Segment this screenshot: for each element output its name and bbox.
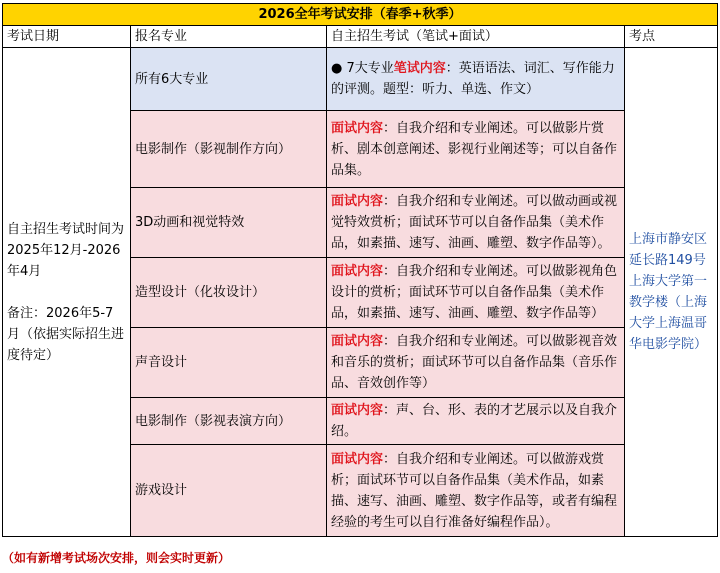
date-note: 备注：2026年5-7月（依据实际招生进度待定） <box>7 305 125 363</box>
content-text: ：英语语法、词汇、写作能力的评测。题型：听力、单选、作文） <box>331 61 615 97</box>
header-exam: 自主招生考试（笔试+面试） <box>327 26 625 48</box>
major-cell: 电影制作（影视制作方向） <box>131 111 327 188</box>
content-text: ：自我介绍和专业阐述。可以做动画或视觉特效赏析；面试环节可以自备作品集（美术作品，如素描、速写、油画、雕塑、数字作品等）。 <box>331 194 618 251</box>
content-prefix: ● 7大专业 <box>331 61 394 76</box>
date-cell <box>3 48 131 537</box>
content-text: ：自我介绍和专业阐述。可以做影视角色设计的赏析；面试环节可以自备作品集（美术作品，如素描、速写、油画、雕塑、数字作品等） <box>331 264 618 321</box>
content-label: 面试内容 <box>331 334 384 349</box>
date-range: 自主招生考试时间为2025年12月-2026年4月 <box>7 221 125 279</box>
content-label: 笔试内容 <box>393 61 446 76</box>
exam-content <box>327 48 625 111</box>
exam-content <box>327 445 625 537</box>
major-cell: 3D动画和视觉特效 <box>131 188 327 258</box>
content-text: ：自我介绍和专业阐述。可以做影视音效和音乐的赏析；面试环节可以自备作品集（音乐作品、音效创作等） <box>331 334 618 391</box>
table-title: 2026全年考试安排（春季+秋季） <box>3 4 718 26</box>
content-label: 面试内容 <box>331 264 384 279</box>
exam-content <box>327 111 625 188</box>
major-cell: 游戏设计 <box>131 445 327 537</box>
content-text: ：自我介绍和专业阐述。可以做影片赏析、剧本创意阐述、影视行业阐述等；可以自备作品集。 <box>331 120 618 178</box>
exam-content <box>327 328 625 398</box>
header-major: 报名专业 <box>131 26 327 48</box>
header-location: 考点 <box>625 26 718 48</box>
schedule-table <box>2 3 718 537</box>
content-text: ：声、台、形、表的才艺展示以及自我介绍。 <box>331 403 618 439</box>
content-label: 面试内容 <box>331 451 384 467</box>
content-text: ：自我介绍和专业阐述。可以做游戏赏析；面试环节可以自备作品集（美术作品，如素描、速写、油画、雕塑、数字作品等，或者有编程经验的考生可以自行准备好编程作品）。 <box>331 451 618 530</box>
exam-content <box>327 258 625 328</box>
exam-content <box>327 188 625 258</box>
content-label: 面试内容 <box>331 194 384 209</box>
header-date: 考试日期 <box>3 26 131 48</box>
location-cell: 上海市静安区延长路149号上海大学第一教学楼（上海大学上海温哥华电影学院） <box>625 48 718 537</box>
major-cell: 所有6大专业 <box>131 48 327 111</box>
content-label: 面试内容 <box>331 120 384 136</box>
update-footnote: （如有新增考试场次安排，则会实时更新） <box>2 551 231 565</box>
major-cell: 声音设计 <box>131 328 327 398</box>
major-cell: 造型设计（化妆设计） <box>131 258 327 328</box>
major-cell: 电影制作（影视表演方向） <box>131 398 327 445</box>
exam-schedule <box>2 3 717 537</box>
exam-content <box>327 398 625 445</box>
content-label: 面试内容 <box>331 403 384 418</box>
